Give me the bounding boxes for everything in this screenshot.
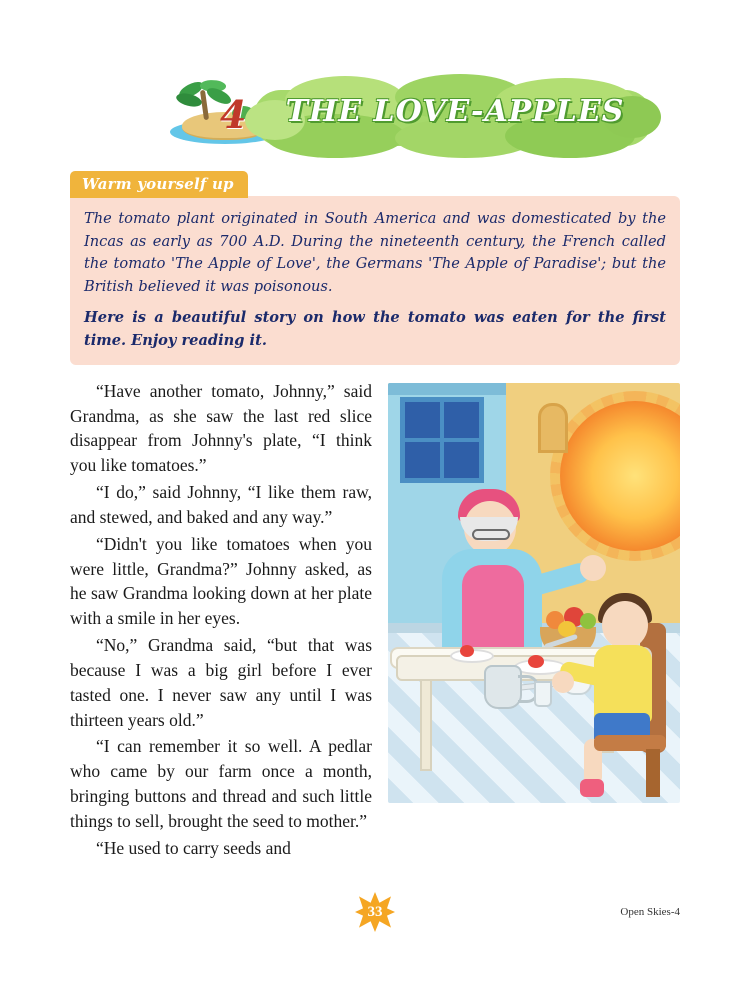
illustration-boy-head — [602, 601, 648, 649]
warm-up-call-to-action: Here is a beautiful story on how the tomato was eaten for the first time. Enjoy reading it. — [84, 309, 666, 350]
illustration-grandma-apron — [462, 565, 524, 657]
story-paragraph: “I do,” said Johnny, “I like them raw, and stewed, and baked and any way.” — [70, 482, 372, 527]
page-footer — [70, 892, 680, 932]
illustration-table-leg — [420, 679, 432, 771]
illustration-glass — [534, 681, 552, 707]
warm-up-paragraph: The tomato plant originated in South America and was domesticated by the Incas as early as 700 A.D. During the nineteenth century, the French called the tomato 'The Apple of Love', the Germans 'The Apple of Paradise'; but the British believed it was poisonous. — [84, 210, 666, 295]
page-number: 33 — [367, 904, 383, 920]
illustration-chair-leg — [646, 749, 660, 797]
illustration-grandma-hand — [580, 555, 606, 581]
story-paragraph: “No,” Grandma said, “but that was because I was a big girl before I ever tasted one. I never saw any until I was thirteen years old.” — [70, 635, 372, 730]
palm-leaf-icon — [175, 90, 204, 110]
illustration-fruit — [580, 613, 596, 629]
warm-up-tab-label: Warm yourself up — [70, 171, 248, 198]
chapter-title: THE LOVE-APPLES — [285, 94, 625, 129]
warm-up-section — [70, 171, 680, 365]
illustration-tomato-slice — [528, 655, 544, 668]
chapter-number: 4 — [220, 92, 247, 137]
illustration-tomato-slice — [460, 645, 474, 657]
illustration-curtain — [388, 383, 506, 395]
grandma-and-boy-illustration — [388, 383, 680, 803]
page-number-badge — [355, 892, 395, 932]
warm-up-body — [70, 196, 680, 365]
illustration-boy-hand — [552, 671, 574, 693]
illustration-grandma-glasses — [472, 529, 510, 540]
book-reference: Open Skies-4 — [620, 906, 680, 918]
chapter-header — [70, 70, 680, 165]
illustration-wall-niche — [538, 403, 568, 453]
story-body — [70, 379, 680, 861]
illustration-jug — [484, 665, 522, 709]
story-paragraph: “Didn't you like tomatoes when you were little, Grandma?” Johnny asked, as he saw Grandma looking down at her plate with a smile in her eyes. — [70, 533, 372, 629]
illustration-window — [400, 397, 484, 483]
story-paragraph: “I can remember it so well. A pedlar who came by our farm once a month, bringing buttons and thread and such little things to sell, brought the seed to mother.” — [70, 736, 372, 831]
chapter-title-banner — [245, 74, 665, 160]
story-paragraph: “He used to carry seeds and — [96, 837, 291, 858]
story-paragraph: “Have another tomato, Johnny,” said Grandma, as she saw the last red slice disappear from Johnny's plate, “I think you like tomatoes.” — [70, 380, 372, 476]
page-content — [70, 70, 680, 950]
illustration-boy-sock — [580, 779, 604, 797]
